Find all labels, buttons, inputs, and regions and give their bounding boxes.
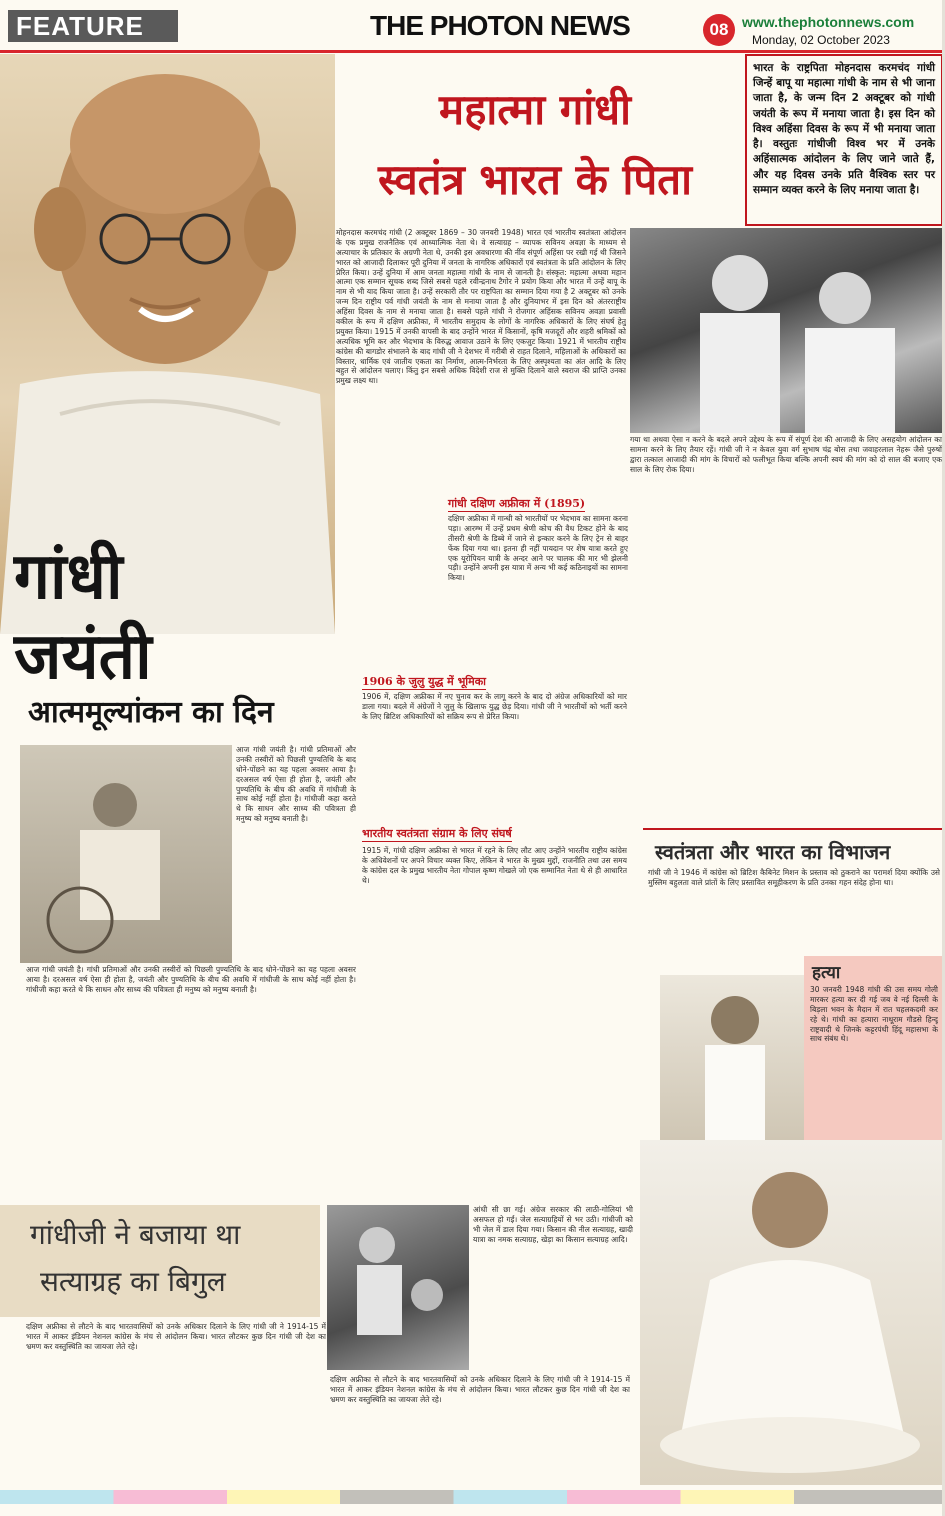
header-rule	[0, 50, 945, 53]
jayanti-subtitle: आत्ममूल्यांकन का दिन	[28, 695, 274, 730]
jayanti-article-text: आज गांधी जयंती है। गांधी प्रतिमाओं और उनकी तस्वीरों को पिछली पुण्यतिथि के बाद धोने-पोंछने का यह पहला अवसर आया है। दरअसल वर्ष ऐसा ही होता है, जयंती और पुण्यतिथि के बीच की अवधि में गांधीजी के साथ कोई नहीं होता है। गांधीजी कहा करते थे कि साधन और साध्य की पवित्रता ही मनुष्य को मनुष्य बनाती है।	[236, 745, 356, 824]
gandhi-salt-march-photo	[327, 1205, 469, 1370]
subhead-freedom-struggle: भारतीय स्वतंत्रता संग्राम के लिए संघर्ष	[362, 827, 512, 840]
intro-summary: भारत के राष्ट्रपिता मोहनदास करमचंद गांधी जिन्हें बापू या महात्मा गांधी के नाम से भी जाना जाता है, के जन्म दिन 2 अक्टूबर को गांधी जयंती के रूप में मनाया जाता है। इस दिन को विश्व अहिंसा दिवस के रूप में भी मनाया जाता है। वस्तुतः गांधीजी विश्व भर में उनके अहिंसात्मक आंदोलन के लिए जाने जाते हैं, और यह दिवस उनके प्रति वैश्विक स्तर पर सम्मान व्यक्त करने के लिए मनाया जाता है।	[745, 54, 943, 226]
page-number: 08	[703, 14, 735, 46]
print-registration-bar	[0, 1490, 945, 1504]
gandhi-nehru-photo	[630, 228, 943, 433]
main-article-text: मोहनदास करमचंद गांधी (2 अक्टूबर 1869 – 30 जनवरी 1948) भारत एवं भारतीय स्वतंत्रता आंदोलन के एक प्रमुख राजनैतिक एवं आध्यात्मिक नेता थे। वे सत्याग्रह – व्यापक सविनय अवज्ञा के माध्यम से अत्याचार के प्रतिकार के अग्रणी नेता थे, उनकी इस अवधारणा की नींव संपूर्ण अहिंसा पर रखी गई थी जिसने भारत को आजादी दिलाकर पूरी दुनिया में जनता के नागरिक अधिकारों एवं स्वतंत्रता के प्रति आंदोलन के लिए प्रेरित किया। उन्हें दुनिया में आम जनता महात्मा गांधी के नाम से जानती है। संस्कृत: महात्मा अथवा महान आत्मा एक सम्मान सूचक शब्द जिसे सबसे पहले रवीन्द्रनाथ टैगोर ने प्रयोग किया और भारत में उन्हें बापू के नाम से भी याद किया जाता है। उन्हें सरकारी तौर पर राष्ट्रपिता का सम्मान दिया गया है 2 अक्टूबर को उनके जन्म दिन राष्ट्रीय पर्व गांधी जयंती के नाम से मनाया जाता है और दुनियाभर में इस दिन को अंतरराष्ट्रीय अहिंसा दिवस के नाम से मनाया जाता है। सबसे पहले गांधी ने रोजगार अहिंसक सविनय अवज्ञा प्रवासी वकील के रूप में दक्षिण अफ्रीका, में भारतीय समुदाय के लोगों के नागरिक अधिकारों के लिए संघर्ष हेतु प्रयुक्त किया। 1915 में उनकी वापसी के बाद उन्होंने भारत में किसानों, कृषि मजदूरों और शहरी श्रमिकों को अत्यधिक भूमि कर और भेदभाव के विरुद्ध आवाज उठाने के लिए एकजुट किया। 1921 में भारतीय राष्ट्रीय कांग्रेस की बागडोर संभालने के बाद गांधी जी ने देशभर में गरीबी से राहत दिलाने, महिलाओं के अधिकारों का विस्तार, धार्मिक एवं जातीय एकता का निर्माण, आत्म-निर्भरता के लिए अस्पृश्यता का अंत आदि के लिए बहुत से आंदोलन चलाए। किंतु इन सबसे अधिक विदेशी राज से मुक्ति दिलाने वाले स्वराज की प्राप्ति उनका प्रमुख लक्ष्य था।	[336, 228, 626, 386]
masthead: THE PHOTON NEWS	[370, 10, 630, 41]
website-link[interactable]: www.thephotonnews.com	[742, 14, 915, 30]
subhead-zulu-war: 1906 के जुलु युद्ध में भूमिका	[362, 675, 487, 688]
subhead-partition: स्वतंत्रता और भारत का विभाजन	[655, 840, 891, 864]
satyagraha-title-line-1: गांधीजी ने बजाया था	[30, 1218, 241, 1251]
gandhi-seated-photo	[640, 1140, 943, 1485]
salt-march-text: आंधी सी छा गई। अंग्रेज सरकार की लाठी-गोलियां भी असफल हो गईं। जेल सत्याग्रहियों से भर उठी। गांधीजी को भी जेल में डाल दिया गया। किसान की नील सत्याग्रह, खादी यात्रा का नमक सत्याग्रह, खेड़ा का किसान सत्याग्रह आदि।	[473, 1205, 633, 1244]
issue-date: Monday, 02 October 2023	[752, 33, 890, 47]
right-column-text: गया था अथवा ऐसा न करने के बदले अपने उद्देश्य के रूप में संपूर्ण देश की आजादी के लिए असहयोग आंदोलन का सामना करने के लिए तैयार रहें। गांधी जी ने न केवल युवा वर्ग सुभाष चंद्र बोस तथा जवाहरलाल नेहरू जैसे पुरुषों द्वारा तत्काल आजादी की मांग के विचारों को फलीभूत किया बल्कि अपनी स्वयं की मांग को दो साल की बजाए एक साल के लिए रोक दिया।	[630, 435, 942, 474]
gandhi-charkha-photo	[20, 745, 232, 963]
freedom-struggle-text: 1915 में, गांधी दक्षिण अफ्रीका से भारत में रहने के लिए लौट आए उन्होंने भारतीय राष्ट्रीय कांग्रेस के अधिवेशनों पर अपने विचार व्यक्त किए, लेकिन वे भारत के मुख्य मुद्दों, राजनीति तथा उस समय के कांग्रेस दल के प्रमुख भारतीय नेता गोपाल कृष्ण गोखले जो एक सम्मानित नेता थे से ही आधारित थे।	[362, 846, 627, 885]
jayanti-title-line-1: गांधी	[14, 539, 123, 614]
headline-line-1: महात्मा गांधी	[439, 85, 631, 134]
south-africa-text: दक्षिण अफ्रीका में गान्धी को भारतीयों पर भेदभाव का सामना करना पड़ा। आरम्भ में उन्हें प्रथम श्रेणी कोच की वैध टिकट होने के बाद तीसरी श्रेणी के डिब्बे में जाने से इन्कार करने के लिए ट्रेन से बाहर फेंक दिया गया था। इतना ही नहीं पायदान पर शेष यात्रा करते हुए एक यूरोपियन यात्री के अन्दर आने पर चालक की मार भी झेलनी पड़ी। उन्होंने अपनी इस यात्रा में अन्य भी कई कठिनाइयों का सामना किया।	[448, 514, 628, 583]
subhead-assassination: हत्या	[812, 963, 841, 983]
subhead-south-africa: गांधी दक्षिण अफ्रीका में (1895)	[448, 497, 586, 510]
salt-march-bottom-text: दक्षिण अफ्रीका से लौटने के बाद भारतवासियों को उनके अधिकार दिलाने के लिए गांधी जी ने 1914-15 में भारत में आकर इंडियन नेशनल कांग्रेस के मंच से आंदोलन किया। भारत लौटकर कुछ दिन गांधी जी देश का भ्रमण कर वस्तुस्थिति का जायजा लेते रहे।	[330, 1375, 630, 1404]
zulu-war-text: 1906 में, दक्षिण अफ्रीका में नए चुनाव कर के लागू करने के बाद दो अंग्रेज अधिकारियों को मार डाला गया। बदले में अंग्रेजों ने जुलु के खिलाफ युद्ध छेड़ दिया। गांधी जी ने भारतीयों को भर्ती करने के लिए ब्रिटिश अधिकारियों को सक्रिय रूप से प्रेरित किया।	[362, 692, 627, 721]
assassination-text: 30 जनवरी 1948 गांधी की उस समय गोली मारकर हत्या कर दी गई जब वे नई दिल्ली के बिड़ला भवन के मैदान में रात चहलकदमी कर रहे थे। गांधी का हत्यारा नाथूराम गौडसे हिन्दू राष्ट्रवादी थे जिनके कट्टरपंथी हिंदू महासभा के साथ संबंध थे।	[810, 985, 938, 1044]
gandhi-walking-photo	[660, 975, 810, 1140]
jayanti-title-line-2: जयंती	[14, 619, 152, 694]
lower-jayanti-text: आज गांधी जयंती है। गांधी प्रतिमाओं और उनकी तस्वीरों को पिछली पुण्यतिथि के बाद धोने-पोंछने का यह पहला अवसर आया है। दरअसल वर्ष ऐसा ही होता है, जयंती और पुण्यतिथि के बीच की अवधि में गांधीजी के साथ कोई नहीं होता है। गांधीजी कहा करते थे कि साधन और साध्य की पवित्रता ही मनुष्य को मनुष्य बनाती है।	[26, 965, 356, 994]
headline-line-2: स्वतंत्र भारत के पिता	[377, 155, 692, 204]
satyagraha-text: दक्षिण अफ्रीका से लौटने के बाद भारतवासियों को उनके अधिकार दिलाने के लिए गांधी जी ने 1914-15 में भारत में आकर इंडियन नेशनल कांग्रेस के मंच से आंदोलन किया। भारत लौटकर कुछ दिन गांधी जी देश का भ्रमण कर वस्तुस्थिति का जायजा लेते रहे।	[26, 1322, 326, 1351]
satyagraha-title-line-2: सत्याग्रह का बिगुल	[40, 1265, 226, 1298]
section-tag: FEATURE	[8, 10, 178, 42]
partition-text: गांधी जी ने 1946 में कांग्रेस को ब्रिटिश कैबिनेट मिशन के प्रस्ताव को ठुकराने का परामर्श दिया क्योंकि उसे मुस्लिम बहुलता वाले प्रांतों के लिए प्रस्तावित समूहीकरण के प्रति उनका गहन संदेह होना था।	[648, 868, 940, 887]
